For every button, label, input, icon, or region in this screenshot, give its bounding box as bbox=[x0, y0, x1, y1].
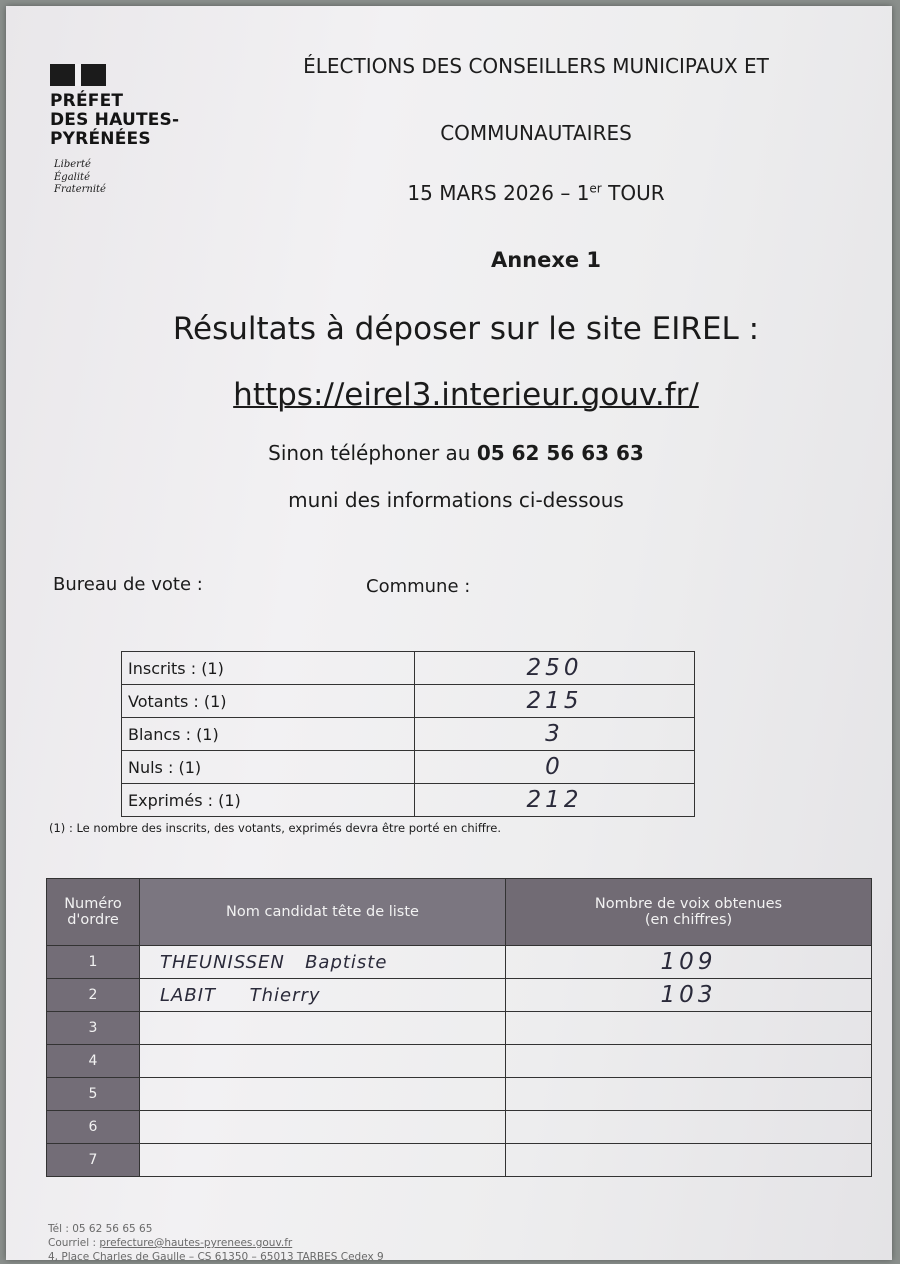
header-voix: Nombre de voix obtenues (en chiffres) bbox=[506, 879, 872, 946]
footer-tel: Tél : 05 62 56 65 65 bbox=[48, 1223, 153, 1235]
candidate-votes: 109 bbox=[660, 949, 717, 975]
header-candidat: Nom candidat tête de liste bbox=[140, 879, 506, 946]
row-number: 3 bbox=[47, 1012, 140, 1045]
bureau-label: Bureau de vote : bbox=[53, 574, 203, 595]
stat-label: Exprimés : (1) bbox=[122, 784, 415, 817]
row-number: 5 bbox=[47, 1078, 140, 1111]
stat-label: Blancs : (1) bbox=[122, 718, 415, 751]
marianne-logo bbox=[50, 64, 106, 86]
table-row bbox=[47, 1045, 872, 1078]
row-number: 1 bbox=[47, 946, 140, 979]
candidate-votes bbox=[506, 1111, 872, 1144]
instructions-text: muni des informations ci-dessous bbox=[288, 488, 624, 512]
eirel-link[interactable]: https://eirel3.interieur.gouv.fr/ bbox=[233, 377, 699, 413]
header-numero: Numéro d'ordre bbox=[47, 879, 140, 946]
table-row bbox=[47, 1078, 872, 1111]
table-row bbox=[47, 1144, 872, 1177]
candidate-name bbox=[140, 1144, 506, 1177]
commune-label: Commune : bbox=[366, 576, 471, 597]
stat-value-inscrits: 250 bbox=[526, 655, 583, 681]
header-line-2: COMMUNAUTAIRES bbox=[440, 121, 632, 145]
table-row bbox=[47, 979, 872, 1012]
table-row bbox=[47, 1012, 872, 1045]
stats-table bbox=[121, 651, 695, 817]
results-table bbox=[46, 878, 872, 1177]
stat-label: Votants : (1) bbox=[122, 685, 415, 718]
stat-value-exprimes: 212 bbox=[526, 787, 583, 813]
candidate-name bbox=[140, 1111, 506, 1144]
republic-motto: Liberté Égalité Fraternité bbox=[54, 159, 106, 195]
phone-number: 05 62 56 63 63 bbox=[476, 441, 644, 465]
table-row bbox=[122, 652, 695, 685]
table-row bbox=[122, 685, 695, 718]
stat-value-nuls: 0 bbox=[545, 754, 564, 780]
table-row bbox=[122, 784, 695, 817]
annexe-title: Annexe 1 bbox=[490, 248, 602, 272]
candidate-name bbox=[140, 1012, 506, 1045]
email-link[interactable]: prefecture@hautes-pyrenees.gouv.fr bbox=[99, 1237, 293, 1249]
candidate-name bbox=[140, 1078, 506, 1111]
candidate-votes bbox=[506, 1078, 872, 1111]
row-number: 6 bbox=[47, 1111, 140, 1144]
candidate-name: LABIT Thierry bbox=[160, 984, 321, 1006]
phone-instructions: Sinon téléphoner au 05 62 56 63 63 bbox=[268, 441, 644, 465]
main-title: Résultats à déposer sur le site EIREL : bbox=[172, 311, 760, 347]
candidate-votes: 103 bbox=[660, 982, 717, 1008]
candidate-name bbox=[140, 1045, 506, 1078]
stat-label: Nuls : (1) bbox=[122, 751, 415, 784]
prefecture-name: PRÉFET DES HAUTES- PYRÉNÉES bbox=[50, 91, 180, 149]
row-number: 7 bbox=[47, 1144, 140, 1177]
document-sheet bbox=[6, 6, 892, 1263]
footer-contact bbox=[48, 1222, 384, 1264]
stat-value-votants: 215 bbox=[526, 688, 583, 714]
candidate-votes bbox=[506, 1045, 872, 1078]
stat-label: Inscrits : (1) bbox=[122, 652, 415, 685]
candidate-name: THEUNISSEN Baptiste bbox=[160, 951, 388, 973]
row-number: 4 bbox=[47, 1045, 140, 1078]
footer-address: 4, Place Charles de Gaulle – CS 61350 – 65013 TARBES Cedex 9 bbox=[48, 1251, 384, 1263]
footer-courriel: Courriel : prefecture@hautes-pyrenees.gouv.fr bbox=[48, 1237, 293, 1249]
table-header-row bbox=[47, 879, 872, 946]
table-row bbox=[122, 751, 695, 784]
stat-value-blancs: 3 bbox=[545, 721, 564, 747]
table-row bbox=[47, 946, 872, 979]
table-row bbox=[47, 1111, 872, 1144]
candidate-votes bbox=[506, 1144, 872, 1177]
table-row bbox=[122, 718, 695, 751]
election-date: 15 MARS 2026 – 1er TOUR bbox=[407, 181, 665, 205]
footnote: (1) : Le nombre des inscrits, des votants, exprimés devra être porté en chiffre. bbox=[49, 821, 502, 835]
row-number: 2 bbox=[47, 979, 140, 1012]
candidate-votes bbox=[506, 1012, 872, 1045]
header-line-1: ÉLECTIONS DES CONSEILLERS MUNICIPAUX ET bbox=[303, 54, 769, 78]
